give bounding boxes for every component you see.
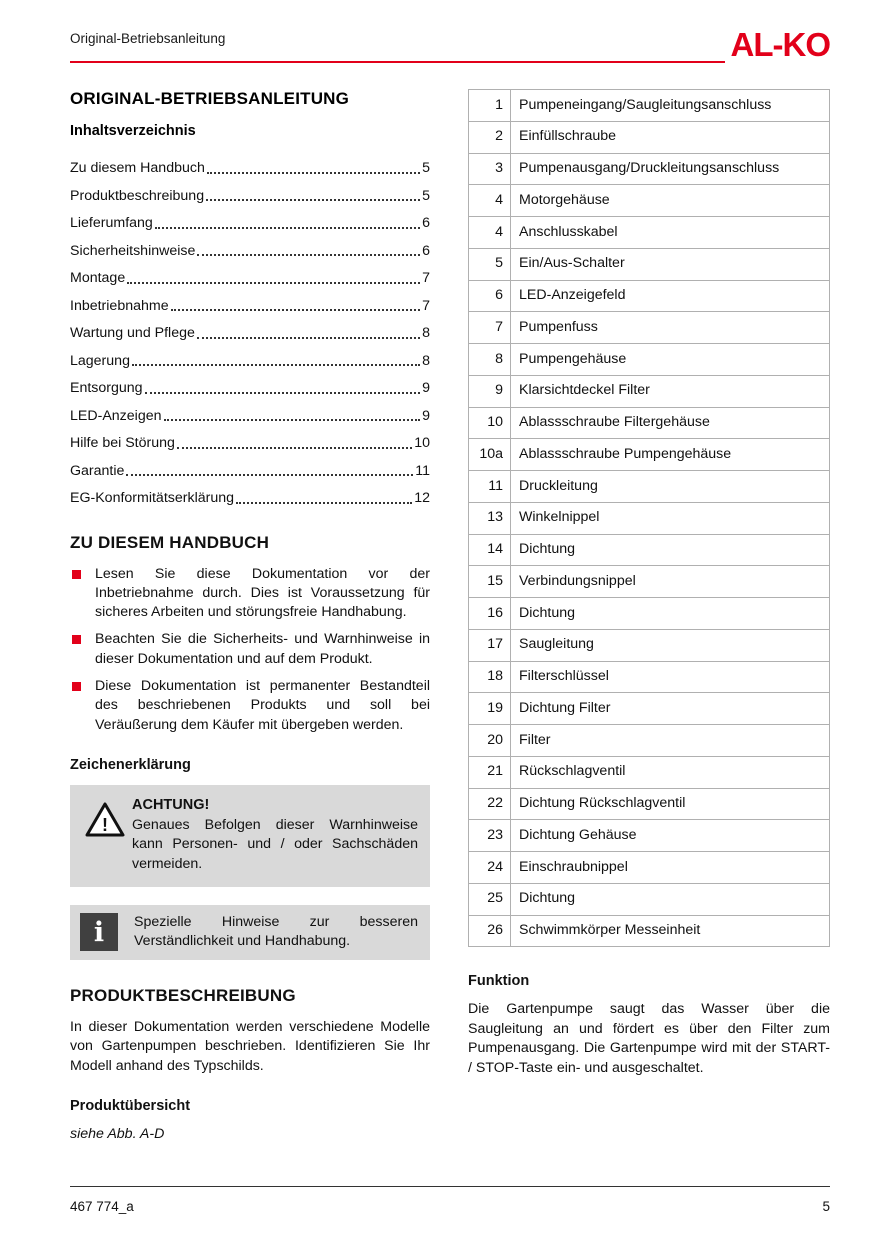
- table-row: [469, 566, 830, 598]
- table-row: [469, 852, 830, 884]
- toc-item-label: LED-Anzeigen: [70, 407, 162, 424]
- list-item: [70, 677, 430, 735]
- bullet-text: Diese Dokumentation ist permanenter Bestandteil des beschriebenen Produkts und soll bei Veräußerung dem Käufer mit übergeben werden.: [95, 678, 430, 733]
- toc-item-page: 11: [415, 462, 430, 479]
- toc-item-page: 6: [422, 242, 430, 259]
- table-row: [469, 598, 830, 630]
- figure-reference: siehe Abb. A-D: [70, 1126, 165, 1143]
- part-name: Schwimmkörper Messeinheit: [511, 915, 830, 947]
- toc-item-page: 7: [422, 297, 430, 314]
- warning-text: Genaues Befolgen dieser Warnhinweise kann Personen- und / oder Sachschäden vermeiden.: [132, 817, 418, 872]
- toc-leader-dots: [145, 392, 421, 394]
- part-number: 9: [469, 375, 511, 407]
- toc-leader-dots: [126, 474, 413, 476]
- part-name: Verbindungsnippel: [511, 566, 830, 598]
- toc-item: [70, 177, 430, 205]
- toc-item-label: Zu diesem Handbuch: [70, 160, 205, 177]
- section-heading-produktbeschreibung: PRODUKTBESCHREIBUNG: [70, 985, 296, 1005]
- part-name: Pumpeneingang/Saugleitungsanschluss: [511, 90, 830, 122]
- table-row: [469, 375, 830, 407]
- header-rule: [70, 30, 725, 63]
- part-name: Pumpengehäuse: [511, 344, 830, 376]
- toc-item-page: 10: [414, 435, 430, 452]
- svg-text:!: !: [102, 815, 108, 835]
- part-name: Dichtung Filter: [511, 693, 830, 725]
- toc-item-page: 9: [422, 380, 430, 397]
- part-number: 6: [469, 280, 511, 312]
- part-number: 1: [469, 90, 511, 122]
- table-row: [469, 502, 830, 534]
- part-name: Rückschlagventil: [511, 756, 830, 788]
- toc-item-page: 12: [414, 490, 430, 507]
- part-number: 21: [469, 756, 511, 788]
- part-number: 5: [469, 248, 511, 280]
- part-number: 8: [469, 344, 511, 376]
- part-name: Filter: [511, 725, 830, 757]
- toc-item: [70, 397, 430, 425]
- part-number: 26: [469, 915, 511, 947]
- toc-item-label: Sicherheitshinweise: [70, 242, 196, 259]
- table-row: [469, 312, 830, 344]
- part-name: Winkelnippel: [511, 502, 830, 534]
- toc-item-page: 6: [422, 215, 430, 232]
- part-number: 24: [469, 852, 511, 884]
- toc-item-label: Wartung und Pflege: [70, 325, 195, 342]
- list-item: [70, 630, 430, 669]
- part-name: Ein/Aus-Schalter: [511, 248, 830, 280]
- toc-heading: Inhaltsverzeichnis: [70, 123, 196, 139]
- toc-item-page: 5: [422, 187, 430, 204]
- list-item: [70, 565, 430, 623]
- part-number: 15: [469, 566, 511, 598]
- table-row: [469, 661, 830, 693]
- part-number: 7: [469, 312, 511, 344]
- part-number: 10a: [469, 439, 511, 471]
- document-number: 467 774_a: [70, 1199, 134, 1214]
- part-name: Ablassschraube Filtergehäuse: [511, 407, 830, 439]
- table-row: [469, 217, 830, 249]
- page-header: [70, 28, 830, 63]
- part-name: Dichtung: [511, 534, 830, 566]
- section-heading-produktuebersicht: Produktübersicht: [70, 1098, 191, 1115]
- toc-leader-dots: [177, 447, 412, 449]
- part-name: Einfüllschraube: [511, 121, 830, 153]
- part-name: Filterschlüssel: [511, 661, 830, 693]
- toc-item: [70, 479, 430, 507]
- toc-leader-dots: [236, 502, 412, 504]
- bullet-square-icon: [72, 635, 81, 644]
- part-name: Ablassschraube Pumpengehäuse: [511, 439, 830, 471]
- header-doc-type: Original-Betriebsanleitung: [70, 31, 226, 46]
- table-row: [469, 471, 830, 503]
- toc-item: [70, 342, 430, 370]
- toc-leader-dots: [197, 254, 420, 256]
- part-number: 22: [469, 788, 511, 820]
- part-number: 20: [469, 725, 511, 757]
- toc-item: [70, 369, 430, 397]
- parts-table: [468, 89, 830, 947]
- toc-item: [70, 232, 430, 260]
- warning-title: ACHTUNG!: [132, 797, 210, 813]
- part-name: Druckleitung: [511, 471, 830, 503]
- part-name: Einschraubnippel: [511, 852, 830, 884]
- toc-item-label: Produktbeschreibung: [70, 187, 205, 204]
- part-number: 13: [469, 502, 511, 534]
- part-name: Anschlusskabel: [511, 217, 830, 249]
- bullet-text: Beachten Sie die Sicherheits- und Warnhinweise in dieser Dokumentation und auf dem Produkt.: [95, 631, 430, 667]
- left-column: [70, 89, 430, 1142]
- toc-item-page: 9: [422, 407, 430, 424]
- part-name: Klarsichtdeckel Filter: [511, 375, 830, 407]
- page-title: ORIGINAL-BETRIEBSANLEITUNG: [70, 89, 350, 108]
- toc-leader-dots: [155, 227, 420, 229]
- table-row: [469, 90, 830, 122]
- table-row: [469, 629, 830, 661]
- section-heading-zeichenerklaerung: Zeichenerklärung: [70, 757, 191, 773]
- toc-item-page: 7: [422, 270, 430, 287]
- part-number: 23: [469, 820, 511, 852]
- section-heading-funktion: Funktion: [468, 973, 530, 990]
- right-column: [468, 89, 830, 1142]
- table-row: [469, 693, 830, 725]
- part-name: Motorgehäuse: [511, 185, 830, 217]
- toc-item-label: Montage: [70, 270, 126, 287]
- table-row: [469, 820, 830, 852]
- table-row: [469, 915, 830, 947]
- table-row: [469, 725, 830, 757]
- table-row: [469, 883, 830, 915]
- table-row: [469, 344, 830, 376]
- part-name: Dichtung Gehäuse: [511, 820, 830, 852]
- part-number: 17: [469, 629, 511, 661]
- toc-leader-dots: [127, 282, 420, 284]
- section-heading-handbuch: ZU DIESEM HANDBUCH: [70, 532, 270, 552]
- table-row: [469, 788, 830, 820]
- toc-item-page: 8: [422, 325, 430, 342]
- part-number: 4: [469, 185, 511, 217]
- part-name: LED-Anzeigefeld: [511, 280, 830, 312]
- toc-leader-dots: [164, 419, 421, 421]
- table-row: [469, 185, 830, 217]
- part-name: Dichtung Rückschlagventil: [511, 788, 830, 820]
- info-icon: [80, 913, 118, 951]
- content-columns: [70, 89, 830, 1142]
- part-name: Saugleitung: [511, 629, 830, 661]
- part-name: Dichtung: [511, 598, 830, 630]
- bullet-square-icon: [72, 570, 81, 579]
- page-footer: [70, 1186, 830, 1214]
- toc-leader-dots: [206, 199, 420, 201]
- toc-item-label: Hilfe bei Störung: [70, 435, 175, 452]
- table-row: [469, 407, 830, 439]
- toc-item-page: 8: [422, 352, 430, 369]
- part-name: Pumpenfuss: [511, 312, 830, 344]
- table-row: [469, 248, 830, 280]
- toc-item: [70, 204, 430, 232]
- alko-logo: AL-KO: [730, 26, 830, 63]
- info-box: [70, 905, 430, 960]
- toc-item: [70, 149, 430, 177]
- toc-item-label: Garantie: [70, 462, 125, 479]
- toc-item-label: Inbetriebnahme: [70, 297, 169, 314]
- table-row: [469, 756, 830, 788]
- part-number: 25: [469, 883, 511, 915]
- toc-item-label: Entsorgung: [70, 380, 143, 397]
- toc-leader-dots: [197, 337, 420, 339]
- toc-item: [70, 452, 430, 480]
- toc-item: [70, 287, 430, 315]
- part-number: 10: [469, 407, 511, 439]
- toc-leader-dots: [207, 172, 420, 174]
- part-name: Pumpenausgang/Druckleitungsanschluss: [511, 153, 830, 185]
- toc-item-label: Lieferumfang: [70, 215, 153, 232]
- toc-item: [70, 424, 430, 452]
- bullet-text: Lesen Sie diese Dokumentation vor der Inbetriebnahme durch. Dies ist Voraussetzung für sicheres Arbeiten und störungsfreie Handhabung.: [95, 565, 430, 621]
- part-number: 2: [469, 121, 511, 153]
- table-row: [469, 280, 830, 312]
- part-number: 18: [469, 661, 511, 693]
- toc-item-page: 5: [422, 160, 430, 177]
- toc-item: [70, 314, 430, 342]
- table-row: [469, 121, 830, 153]
- info-text: Spezielle Hinweise zur besseren Verständlichkeit und Handhabung.: [134, 913, 418, 950]
- table-row: [469, 153, 830, 185]
- part-number: 11: [469, 471, 511, 503]
- funktion-paragraph: Die Gartenpumpe saugt das Wasser über die Saugleitung an und fördert es über den Filter zum Pumpenausgang. Die Gartenpumpe wird mit der START- / STOP-Taste ein- und ausgeschaltet.: [468, 1001, 830, 1077]
- part-number: 19: [469, 693, 511, 725]
- toc-leader-dots: [132, 364, 420, 366]
- warning-box: [70, 785, 430, 887]
- part-name: Dichtung: [511, 883, 830, 915]
- part-number: 14: [469, 534, 511, 566]
- produkt-paragraph: In dieser Dokumentation werden verschiedene Modelle von Gartenpumpen beschrieben. Identifizieren Sie Ihr Modell anhand des Typschilds.: [70, 1018, 430, 1074]
- table-row: [469, 534, 830, 566]
- toc-leader-dots: [171, 309, 421, 311]
- part-number: 16: [469, 598, 511, 630]
- toc-item-label: Lagerung: [70, 352, 130, 369]
- info-icon-glyph: i: [93, 916, 105, 948]
- part-number: 4: [469, 217, 511, 249]
- table-of-contents: [70, 149, 430, 507]
- warning-triangle-icon: [78, 797, 132, 874]
- bullet-square-icon: [72, 682, 81, 691]
- toc-item-label: EG-Konformitätserklärung: [70, 490, 235, 507]
- toc-item: [70, 259, 430, 287]
- page-number: 5: [822, 1199, 830, 1214]
- table-row: [469, 439, 830, 471]
- part-number: 3: [469, 153, 511, 185]
- warning-body: [132, 797, 418, 874]
